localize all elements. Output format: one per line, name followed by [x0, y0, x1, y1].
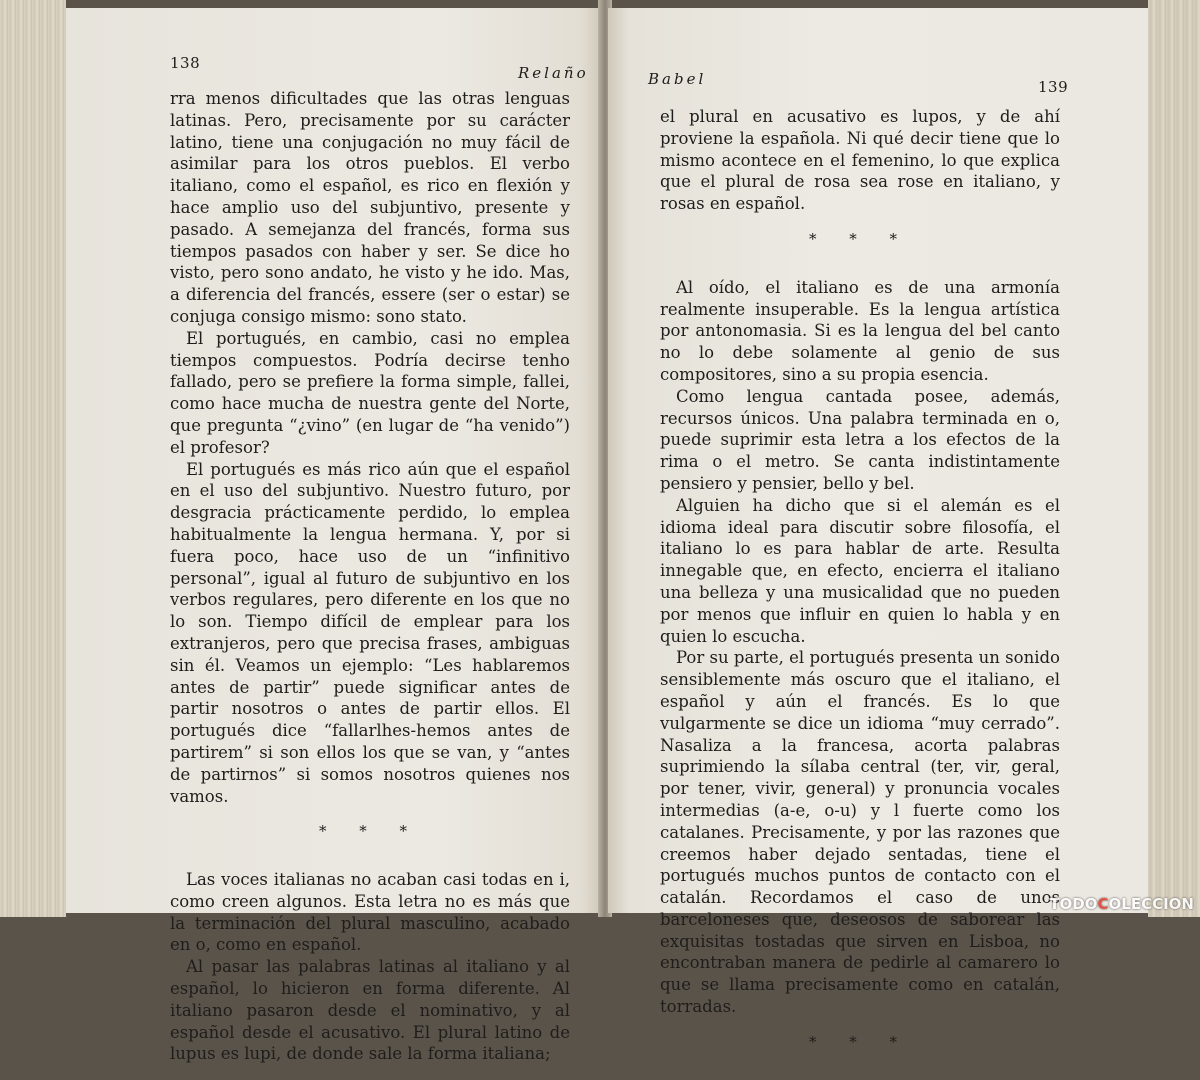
section-separator-end: * * *: [808, 1032, 912, 1051]
right-page: [608, 8, 1148, 1051]
left-paragraph-1: rra menos dificultades que las otras lenguas latinas. Pero, precisamente por su carácter latino, tiene una conjugación no muy fácil de asimilar para los otros pueblos. El verbo italiano, como el español, es rico en flexión y hace amplio uso del subjuntivo, presente y pasado. A semejanza del francés, forma sus tiempos pasados con haber y ser. Se dice ho visto, pero sono andato, he visto y he ido. Mas, a diferencia del francés, essere (ser o estar) se conjuga consigo mismo: sono stato.: [170, 89, 570, 326]
left-text-block: [170, 88, 570, 1065]
left-page-edges: [0, 0, 66, 917]
right-paragraph-4: Alguien ha dicho que si el alemán es el idioma ideal para discutir sobre filosofía, el italiano lo es para hablar de arte. Resulta innegable que, en efecto, encierra el italiano una belleza y una musicalidad que no pueden por menos que influir en quien lo habla y en quien lo escucha.: [660, 495, 1060, 646]
left-page: [66, 8, 602, 1064]
right-running-head: Babel: [648, 70, 707, 88]
right-paragraph-3: Como lengua cantada posee, además, recursos únicos. Una palabra terminada en o, puede suprimir esta letra a los efectos de la rima o el metro. Se canta indistintamente pensiero y pensier, bello y bel.: [660, 386, 1060, 493]
right-paragraph-2: Al oído, el italiano es de una armonía realmente insuperable. Es la lengua artística por antonomasia. Si es la lengua del bel canto no lo debe solamente al genio de sus compositores, sino a su propia esencia.: [660, 277, 1060, 384]
left-paragraph-3: El portugués es más rico aún que el español en el uso del subjuntivo. Nuestro futuro, por desgracia prácticamente perdido, lo emplea habitualmente la lengua hermana. Y, por si fuera poco, hace uso de un “infinitivo personal”, igual al futuro de subjuntivo en los verbos regulares, pero diferente en los que no lo son. Tiempo difícil de emplear para los extranjeros, pero que precisa frases, ambiguas sin él. Veamos un ejemplo: “Les hablaremos antes de partir” puede significar antes de partir nosotros o antes de partir ellos. El portugués dice “fallarlhes-hemos antes de partirem” si son ellos los que se van, y “antes de partirnos” si somos nosotros quienes nos vamos.: [170, 459, 570, 806]
left-running-head: Relaño: [518, 64, 589, 82]
right-paragraph-5: Por su parte, el portugués presenta un sonido sensiblemente más oscuro que el italiano, el español y aún el francés. Es lo que vulgarmente se dice un idioma “muy cerrado”. Nasaliza a la francesa, acorta palabras suprimiendo la sílaba central (ter, vir, geral, por tener, vivir, general) y pronuncia vocales intermedias (a-e, o-u) y l fuerte como los catalanes. Precisamente, y por las razones que creemos haber dejado sentadas, tiene el portugués muchos puntos de contacto con el catalán. Recordamos el caso de unos barceloneses que, deseosos de saborear las exquisitas tostadas que sirven en Lisboa, no encontraban manera de pedirle al camarero lo que se llama precisamente como en catalán, torradas.: [660, 648, 1060, 1017]
right-page-number: 139: [1038, 78, 1069, 96]
right-page-edges: [1148, 0, 1200, 917]
right-text-block: [660, 106, 1060, 1080]
watermark: [1049, 895, 1194, 913]
left-page-number: 138: [170, 54, 201, 72]
watermark-prefix: TODO: [1049, 895, 1098, 913]
watermark-suffix: OLECCION: [1108, 895, 1194, 913]
left-paragraph-2: El portugués, en cambio, casi no emplea tiempos compuestos. Podría decirse tenho fallado, pero se prefiere la forma simple, fallei, como hace mucha de nuestra gente del Norte, que pregunta “¿vino” (en lugar de “ha venido”) el profesor?: [170, 328, 570, 457]
section-separator: * * *: [808, 229, 912, 248]
left-paragraph-4: Las voces italianas no acaban casi todas en i, como creen algunos. Esta letra no es más que la terminación del plural masculino, acabado en o, como en español.: [170, 870, 570, 955]
left-paragraph-5: Al pasar las palabras latinas al italiano y al español, lo hicieron en forma diferente. Al italiano pasaron desde el nominativo, y al español desde el acusativo. El plural latino de lupus es lupi, de donde sale la forma italiana;: [170, 957, 570, 1064]
right-paragraph-1: el plural en acusativo es lupos, y de ahí proviene la española. Ni qué decir tiene que lo mismo acontece en el femenino, lo que explica que el plural de rosa sea rose en italiano, y rosas en español.: [660, 107, 1060, 214]
watermark-highlight: C: [1097, 895, 1109, 913]
section-separator: * * *: [318, 822, 422, 841]
